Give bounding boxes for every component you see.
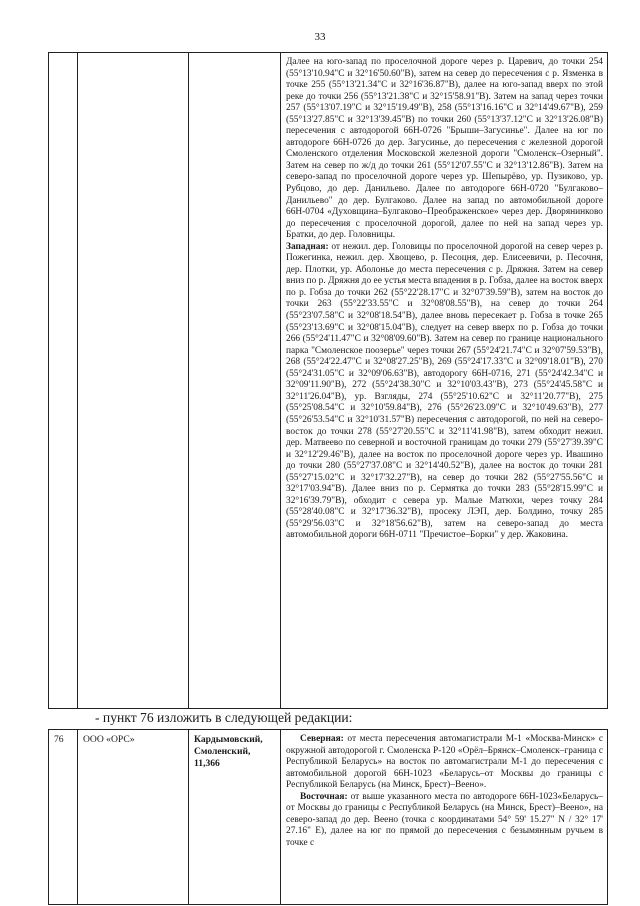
boundary-description: [281, 730, 607, 849]
table-row: [49, 53, 608, 709]
cell-number: [49, 730, 78, 905]
boundary-paragraph: [286, 792, 603, 850]
cell-district: [189, 730, 281, 905]
table-previous-row: [48, 52, 608, 709]
cell-description: [281, 53, 608, 709]
boundary-label-north: Северная:: [300, 734, 344, 744]
boundary-paragraph: [286, 57, 603, 242]
boundary-text: от нежил. дер. Головицы по проселочной дорогой на север через р. Пожегинка, нежил. дер. Хвощево, р. Песоцня, дер. Елисеевичи, р. Песочня, дер. Плотки, ур. Аболонье до места пересечения с р. Дряжня. Затем на север вниз по р. Дряжня до ее устья места впадения в р. Гобза, далее на восток вверх по р. Гобза до точки 262 (55°22'28.17"С и 32°07'39.59"В), затем на восток до точки 263 (55°22'33.55"С и 32°08'08.55"В), на север до точки 264 (55°23'07.58"С и 32°08'18.54"В), далее вновь пересекает р. Гобза в точке 265 (55°23'13.69"С и 32°08'15.04"В), следует на север вверх по р. Гобза до точки 266 (55°24'11.47"С и 32°08'09.60"В). Затем на север по границе национального парка "Смоленское поозерье" через точки 267 (55°24'21.74"С и 32°07'59.53"В), 268 (55°24'22.47"С и 32°08'27.25"В), 269 (55°24'17.33"С и 32°09'18.01"В), 270 (55°24'31.05"С и 32°09'06.63"В), автодорогу 66Н-0716, 271 (55°24'42.34"С и 32°09'11.90"В), 272 (55°24'38.30"С и 32°10'03.43"В), 273 (55°24'45.58"С и 32°11'26.04"В), ур. Взгляды, 274 (55°25'10.62"С и 32°11'20.77"В), 275 (55°25'08.54"С и 32°10'59.84"В), 276 (55°26'23.09"С и 32°10'49.63"В), 277 (55°26'53.54"С и 32°10'31.57"В) пересечения с автодорогой, по ней на северо-восток до точки 278 (55°27'20.55"С и 32°11'41.98"В), затем обходит нежил. дер. Матвеево по северной и восточной границам до точки 279 (55°27'39.39"С и 32°12'29.46"В), далее на восток по проселочной дороге через ур. Ивашино до точки 280 (55°27'37.08"С и 32°14'40.52"В), далее на восток до точки 281 (55°27'15.02"С и 32°17'32.27"В), на север до точки 282 (55°27'55.56"С и 32°17'03.94"В). Далее вниз по р. Сермятка до точки 283 (55°28'15.99"С и 32°16'39.79"В), обходит с севера ур. Малые Матюхи, через точку 284 (55°28'40.08"С и 32°17'36.32"В), просеку ЛЭП, дер. Болдино, точку 285 (55°29'56.03"С и 32°18'56.62"В), затем на северо-запад до места автомобильной дороги 66Н-0711 "Пречистое–Борки" у дер. Жаковина.: [286, 241, 603, 541]
page-number: 33: [314, 31, 326, 43]
boundary-text: от выше указанного места по автодороге 66Н-1023«Беларусь–от Москвы до границы с Республикой Беларусь (на Минск, Брест)–Веено», на северо-запад до дер. Веено (точка с координатами 54° 59' 15.27" N / 32° 17' 27.16" E), далее на юг по прямой до пересечения с безымянным ручьем в точке с: [286, 791, 603, 848]
boundary-description: [281, 53, 607, 542]
amendment-heading: - пункт 76 изложить в следующей редакции:: [95, 710, 353, 725]
boundary-paragraph: [286, 242, 603, 542]
cell-district: [189, 53, 281, 709]
boundary-text: Далее на юго-запад по проселочной дороге через р. Царевич, до точки 254 (55°13'10.94"С и 32°16'50.60"В), затем на север до пересечения с р. Язменка в точке 255 (55°13'21.34"С и 32°16'36.87"В), далее на юго-запад вверх по этой реке до точки 256 (55°13'21.38"С и 32°15'58.91"В). Затем на запад через точки 257 (55°13'07.19"С и 32°15'19.49"В), 258 (55°13'16.16"С и 32°14'49.67"В), 259 (55°13'27.85"С и 32°13'39.45"В) по точки 260 (55°13'37.12"С и 32°13'26.08"В) пересечения с автодорогой 66Н-0726 "Брыши–Загусинье". Далее на юг по автодороге 66Н-0726 до дер. Загусинье, до пересечения с железной дорогой Смоленского отделения Московской железной дороги "Смоленск–Озерный". Затем на север по ж/д до точки 261 (55°12'07.55"С и 32°13'12.86"В). Затем на северо-запад по проселочной дороге через ур. Шепырёво, ур. Пузиково, ур. Рубцово, до дер. Данильево. Далее по автодороге 66Н-0720 "Булгаково–Данильево" до дер. Булгаково. Далее на запад по автомобильной дороге 66Н-0704 «Духовщина–Булгаково–Преображенское» через дер. Дворянинково до пересечения с проселочной дорогой, далее по ней на запад через ур. Братки, до дер. Головницы.: [286, 57, 603, 241]
district-area: Кардымовский, Смоленский, 11,366: [194, 734, 263, 769]
cell-organization: [78, 730, 189, 905]
table-row: [49, 730, 608, 905]
cell-organization: [78, 53, 189, 709]
boundary-text: от места пересечения автомагистрали М-1 «Москва-Минск» с окружной автодорогой г. Смоленска Р-120 «Орёл–Брянск–Смоленск–граница с Республикой Беларусь» на восток по автомагистрали М-1 до пересечения с автомобильной дорогой 66Н-1023 «Беларусь–от Москвы до границы с Республикой Беларусь (на Минск, Брест)–Веено».: [286, 734, 603, 791]
organization-name: ООО «ОРС»: [83, 734, 135, 745]
table-row-76: [48, 729, 608, 905]
boundary-paragraph: [286, 734, 603, 792]
cell-number: [49, 53, 78, 709]
cell-description: [281, 730, 608, 905]
row-number: 76: [54, 734, 64, 745]
boundary-label-east: Восточная:: [300, 791, 348, 802]
boundary-label-west: Западная:: [286, 241, 329, 252]
